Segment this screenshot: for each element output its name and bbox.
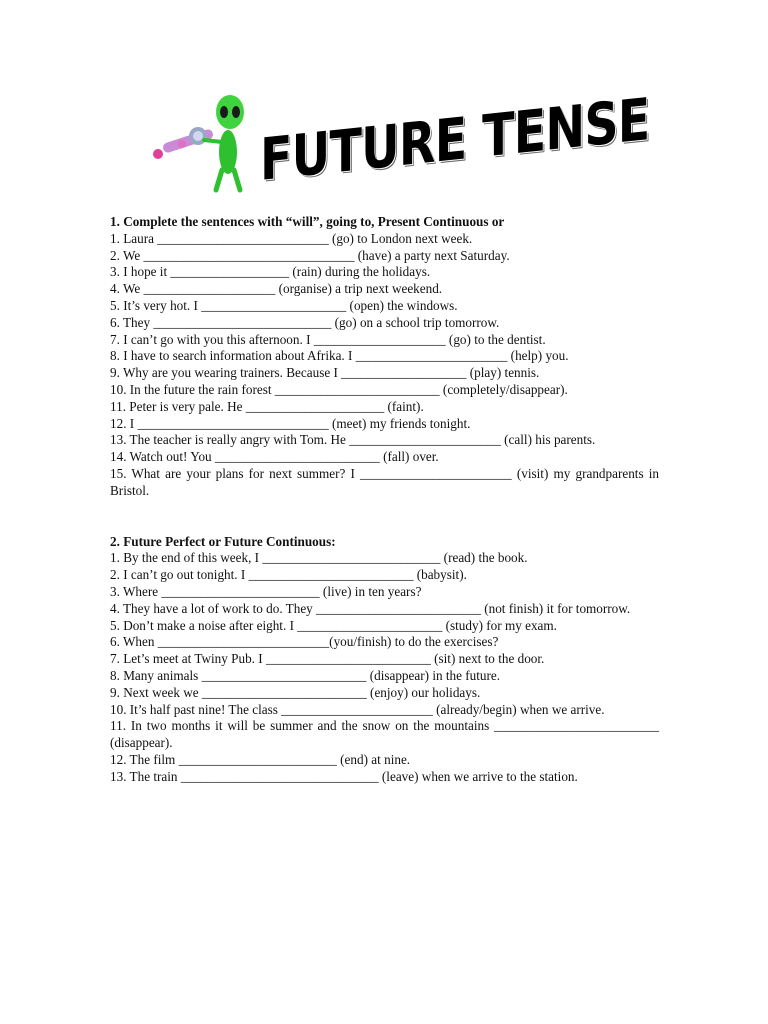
exercise-item: 8. I have to search information about Afrika. I _______________________ (help) you. — [110, 348, 569, 364]
exercise-item: 15. What are your plans for next summer? I _______________________ (visit) my grandparents in Bristol. — [110, 465, 659, 498]
exercise-item: 13. The train ______________________________ (leave) when we arrive to the station. — [110, 768, 578, 784]
exercise-item: 6. When __________________________(you/finish) to do the exercises? — [110, 634, 499, 650]
exercise-item: 2. I can’t go out tonight. I _________________________ (babysit). — [110, 567, 467, 583]
exercise-item: 11. In two months it will be summer and the snow on the mountains _________________________ (disappear). — [110, 718, 659, 751]
exercise-item: 3. I hope it __________________ (rain) during the holidays. — [110, 264, 431, 280]
exercise-item: 9. Why are you wearing trainers. Because I ___________________ (play) tennis. — [110, 365, 540, 381]
exercise-item: 1. Laura __________________________ (go) to London next week. — [110, 230, 473, 246]
exercise-title: 2. Future Perfect or Future Continuous: — [110, 533, 336, 549]
exercise-item: 5. It’s very hot. I ______________________ (open) the windows. — [110, 297, 458, 313]
worksheet-header — [148, 85, 650, 202]
exercise-item: 11. Peter is very pale. He _____________________ (faint). — [110, 398, 424, 414]
exercise-item: 4. We ____________________ (organise) a trip next weekend. — [110, 281, 443, 297]
exercise-item: 7. I can’t go with you this afternoon. I ____________________ (go) to the dentist. — [110, 331, 546, 347]
worksheet-content — [110, 214, 659, 820]
exercise-item: 13. The teacher is really angry with Tom. He _______________________ (call) his parents. — [110, 432, 596, 448]
exercise-item: 4. They have a lot of work to do. They _________________________ (not finish) it for tomorrow. — [110, 600, 631, 616]
exercise-item: 14. Watch out! You _________________________ (fall) over. — [110, 449, 439, 465]
exercise-item: 10. In the future the rain forest _________________________ (completely/disappear). — [110, 381, 568, 397]
exercise-item: 12. I _____________________________ (meet) my friends tonight. — [110, 415, 471, 431]
exercise-item: 10. It’s half past nine! The class _______________________ (already/begin) when we arrive. — [110, 701, 605, 717]
exercise-title: 1. Complete the sentences with “will”, going to, Present Continuous or — [110, 214, 505, 229]
exercise-item: 12. The film ________________________ (end) at nine. — [110, 751, 411, 767]
exercise-item: 3. Where ________________________ (live) in ten years? — [110, 583, 422, 599]
alien-with-raygun-icon — [148, 92, 278, 202]
exercise-item: 5. Don’t make a noise after eight. I ______________________ (study) for my exam. — [110, 617, 557, 633]
worksheet-title: FUTURE TENSE — [260, 85, 650, 194]
exercise-section-1 — [110, 214, 659, 500]
exercise-item: 2. We ________________________________ (have) a party next Saturday. — [110, 247, 510, 263]
exercise-item: 7. Let’s meet at Twiny Pub. I _________________________ (sit) next to the door. — [110, 651, 545, 667]
exercise-item: 6. They ___________________________ (go) on a school trip tomorrow. — [110, 314, 500, 330]
exercise-section-2 — [110, 534, 659, 786]
exercise-item: 1. By the end of this week, I ___________________________ (read) the book. — [110, 550, 528, 566]
exercise-item: 8. Many animals _________________________ (disappear) in the future. — [110, 667, 501, 683]
exercise-item: 9. Next week we _________________________ (enjoy) our holidays. — [110, 684, 481, 700]
